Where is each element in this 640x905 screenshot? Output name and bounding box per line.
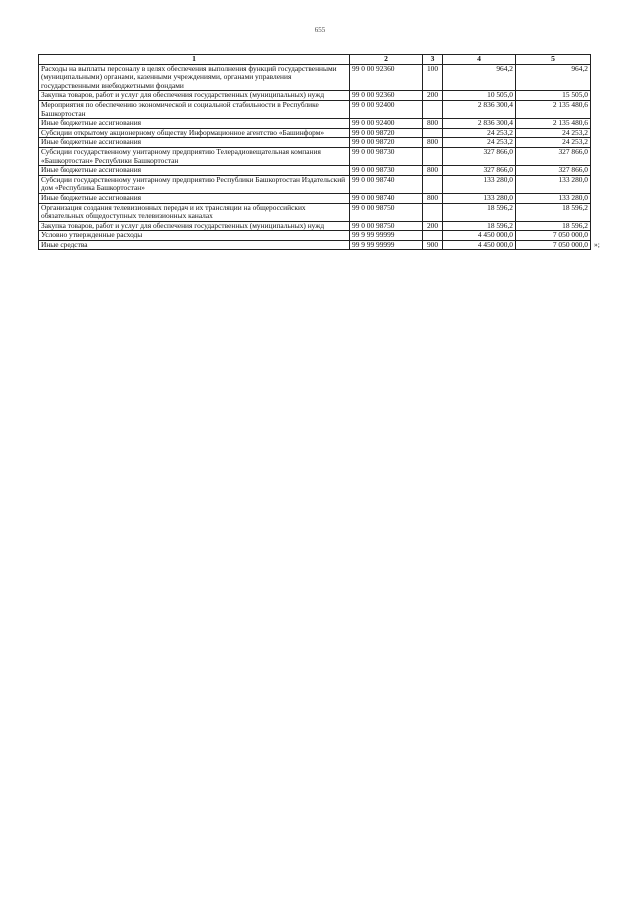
- row-expense-type-cell: [423, 147, 443, 165]
- row-amount-year2-cell: 24 253,2: [516, 138, 591, 148]
- row-expense-type-cell: [423, 175, 443, 193]
- table-row: [39, 147, 591, 165]
- row-amount-year1-cell: 24 253,2: [443, 128, 516, 138]
- row-code-cell: 99 0 00 92400: [350, 100, 423, 118]
- row-amount-year2-cell: 18 596,2: [516, 203, 591, 221]
- table-row: [39, 203, 591, 221]
- row-name-cell: Закупка товаров, работ и услуг для обеспечения государственных (муниципальных) нужд: [39, 91, 350, 101]
- row-name-cell: Закупка товаров, работ и услуг для обеспечения государственных (муниципальных) нужд: [39, 221, 350, 231]
- row-expense-type-cell: [423, 231, 443, 241]
- row-name-cell: Иные бюджетные ассигнования: [39, 166, 350, 176]
- row-expense-type-cell: 800: [423, 119, 443, 129]
- row-amount-year1-cell: 2 836 300,4: [443, 119, 516, 129]
- row-amount-year1-cell: 327 866,0: [443, 147, 516, 165]
- row-code-cell: 99 0 00 92360: [350, 64, 423, 91]
- table-row: [39, 175, 591, 193]
- header-col-3: 3: [423, 55, 443, 65]
- row-code-cell: 99 9 99 99999: [350, 240, 423, 250]
- row-amount-year2-cell: 7 050 000,0: [516, 231, 591, 241]
- row-amount-year1-cell: 964,2: [443, 64, 516, 91]
- row-code-cell: 99 0 00 98740: [350, 193, 423, 203]
- row-expense-type-cell: 800: [423, 193, 443, 203]
- row-name-cell: Субсидии открытому акционерному обществу Информационное агентство «Башинформ»: [39, 128, 350, 138]
- row-expense-type-cell: 800: [423, 166, 443, 176]
- row-code-cell: 99 0 00 98730: [350, 166, 423, 176]
- row-amount-year2-cell: 133 280,0: [516, 193, 591, 203]
- row-name-cell: Иные бюджетные ассигнования: [39, 119, 350, 129]
- row-expense-type-cell: 900: [423, 240, 443, 250]
- table-row: [39, 100, 591, 118]
- row-name-cell: Мероприятия по обеспечению экономической и социальной стабильности в Республике Башкортостан: [39, 100, 350, 118]
- header-col-1: 1: [39, 55, 350, 65]
- table-row: [39, 240, 591, 250]
- row-amount-year1-cell: 18 596,2: [443, 221, 516, 231]
- row-code-cell: 99 0 00 92400: [350, 119, 423, 129]
- row-name-cell: Условно утвержденные расходы: [39, 231, 350, 241]
- row-amount-year2-cell: 18 596,2: [516, 221, 591, 231]
- row-expense-type-cell: 100: [423, 64, 443, 91]
- row-code-cell: 99 0 00 98720: [350, 138, 423, 148]
- row-code-cell: 99 0 00 98720: [350, 128, 423, 138]
- row-amount-year2-cell: 133 280,0: [516, 175, 591, 193]
- row-amount-year2-cell: 327 866,0: [516, 166, 591, 176]
- table-row: [39, 166, 591, 176]
- row-amount-year2-cell: 2 135 480,6: [516, 100, 591, 118]
- row-amount-year2-cell: 964,2: [516, 64, 591, 91]
- row-expense-type-cell: [423, 203, 443, 221]
- row-amount-year1-cell: 2 836 300,4: [443, 100, 516, 118]
- row-code-cell: 99 0 00 98750: [350, 203, 423, 221]
- row-amount-year2-cell: 15 505,0: [516, 91, 591, 101]
- row-code-cell: 99 9 99 99999: [350, 231, 423, 241]
- table-row: [39, 193, 591, 203]
- page-number: 655: [314, 26, 326, 34]
- row-amount-year1-cell: 133 280,0: [443, 175, 516, 193]
- table-row: [39, 231, 591, 241]
- header-col-2: 2: [350, 55, 423, 65]
- header-col-4: 4: [443, 55, 516, 65]
- row-amount-year2-cell: 7 050 000,0: [516, 240, 591, 250]
- row-expense-type-cell: 200: [423, 91, 443, 101]
- row-amount-year1-cell: 18 596,2: [443, 203, 516, 221]
- row-name-cell: Субсидии государственному унитарному предприятию Телерадиовещательная компания «Башкортостан» Республики Башкортостан: [39, 147, 350, 165]
- row-name-cell: Организация создания телевизионных передач и их трансляции на общероссийских обязательных общедоступных телевизионных каналах: [39, 203, 350, 221]
- table-row: [39, 119, 591, 129]
- row-amount-year1-cell: 4 450 000,0: [443, 231, 516, 241]
- row-amount-year2-cell: 2 135 480,6: [516, 119, 591, 129]
- row-code-cell: 99 0 00 98740: [350, 175, 423, 193]
- header-col-5: 5: [516, 55, 591, 65]
- row-expense-type-cell: 200: [423, 221, 443, 231]
- row-expense-type-cell: [423, 100, 443, 118]
- row-expense-type-cell: 800: [423, 138, 443, 148]
- row-amount-year1-cell: 133 280,0: [443, 193, 516, 203]
- row-name-cell: Расходы на выплаты персоналу в целях обеспечения выполнения функций государственными (муниципальными) органами, казенными учреждениями, органами управления государственными внебюджетными фондами: [39, 64, 350, 91]
- row-amount-year1-cell: 327 866,0: [443, 166, 516, 176]
- row-code-cell: 99 0 00 92360: [350, 91, 423, 101]
- row-amount-year1-cell: 24 253,2: [443, 138, 516, 148]
- row-code-cell: 99 0 00 98730: [350, 147, 423, 165]
- row-name-cell: Иные бюджетные ассигнования: [39, 138, 350, 148]
- closing-quote-mark: »;: [594, 240, 600, 249]
- table-header-row: [39, 55, 591, 65]
- table-row: [39, 64, 591, 91]
- row-amount-year2-cell: 24 253,2: [516, 128, 591, 138]
- table-row: [39, 138, 591, 148]
- row-code-cell: 99 0 00 98750: [350, 221, 423, 231]
- row-name-cell: Иные бюджетные ассигнования: [39, 193, 350, 203]
- row-amount-year2-cell: 327 866,0: [516, 147, 591, 165]
- row-name-cell: Иные средства: [39, 240, 350, 250]
- row-name-cell: Субсидии государственному унитарному предприятию Республики Башкортостан Издательский дом «Республика Башкортостан»: [39, 175, 350, 193]
- row-amount-year1-cell: 4 450 000,0: [443, 240, 516, 250]
- budget-table: [38, 54, 591, 250]
- row-amount-year1-cell: 10 505,0: [443, 91, 516, 101]
